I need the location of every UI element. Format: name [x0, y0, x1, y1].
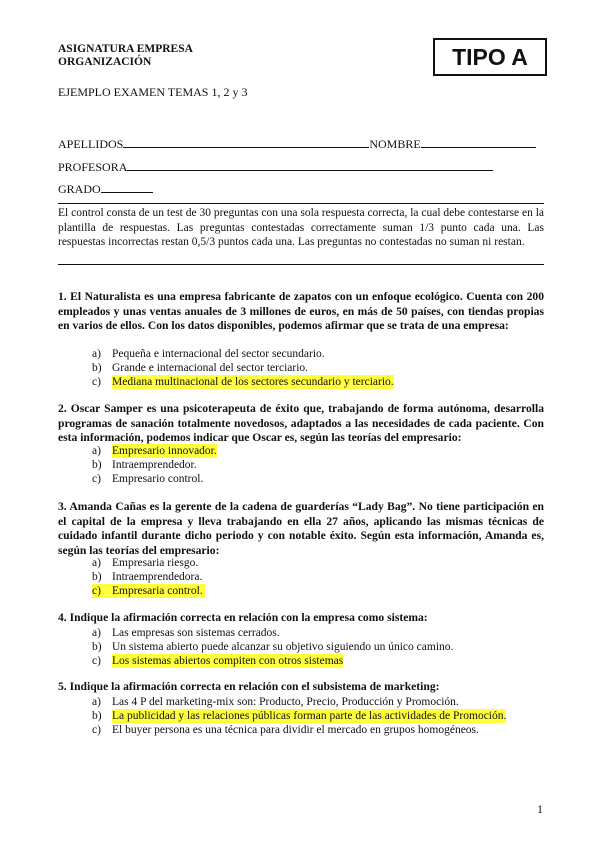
question-3-options [92, 556, 205, 598]
option-1a[interactable]: a) Pequeña e internacional del sector secundario. [92, 348, 325, 360]
surnames-name-row [58, 136, 536, 152]
question-5-options [92, 695, 506, 737]
option-5b[interactable]: b) La publicidad y las relaciones públicas forman parte de las actividades de Promoción. [92, 710, 507, 722]
subject-line-1: ASIGNATURA EMPRESA [58, 43, 193, 55]
correct-answer-highlight: Mediana multinacional de los sectores secundario y terciario. [112, 376, 394, 388]
option-3b[interactable]: b) Intraemprendedora. [92, 571, 203, 583]
exam-type-box: TIPO A [433, 38, 547, 76]
divider-bottom [58, 264, 544, 265]
correct-answer-highlight: Los sistemas abiertos compiten con otros sistemas [112, 655, 344, 667]
option-1c[interactable]: c) Mediana multinacional de los sectores secundario y terciario. [92, 376, 394, 388]
surnames-blank[interactable] [123, 136, 369, 148]
correct-answer-highlight: Empresaria control. [112, 585, 203, 597]
grade-row [58, 181, 153, 197]
question-5: 5. Indique la afirmación correcta en relación con el subsistema de marketing: [58, 680, 440, 693]
option-2a[interactable]: a) Empresario innovador. [92, 445, 217, 457]
name-blank[interactable] [421, 136, 536, 148]
option-5c[interactable]: c) El buyer persona es una técnica para dividir el mercado en grupos homogéneos. [92, 724, 479, 736]
question-2: 2. Oscar Samper es una psicoterapeuta de éxito que, trabajando de forma autónoma, desarrolla programas de sanación totalmente novedosos, adaptados a las necesidades de cada paciente. Con esta información, podemos indicar que Oscar es, según las teorías del empresario: [58, 402, 544, 444]
option-4a[interactable]: a) Las empresas son sistemas cerrados. [92, 627, 280, 639]
teacher-label: PROFESORA [58, 160, 128, 174]
option-3a[interactable]: a) Empresaria riesgo. [92, 557, 199, 569]
question-4-options [92, 626, 453, 668]
question-2-options [92, 444, 217, 486]
question-1: 1. El Naturalista es una empresa fabricante de zapatos con un enfoque ecológico. Cuenta con 200 empleados y unas ventas anuales de 3 millones de euros, en más de 50 países, con tiendas propias en varios de ellos. Con los datos disponibles, podemos afirmar que se trata de una empresa: [58, 290, 544, 332]
option-5a[interactable]: a) Las 4 P del marketing-mix son: Producto, Precio, Producción y Promoción. [92, 696, 459, 708]
instructions: El control consta de un test de 30 preguntas con una sola respuesta correcta, la cual debe contestarse en la plantilla de respuestas. Las preguntas contestadas correctamente suman 1/3 punto cada una. Las respuestas incorrectas restan 0,5/3 puntos cada una. Las preguntas no contestadas no suman ni restan. [58, 207, 545, 248]
subject-line-2: ORGANIZACIÓN [58, 56, 152, 68]
surnames-label: APELLIDOS [58, 137, 124, 151]
subject-heading [58, 43, 193, 69]
option-2b[interactable]: b) Intraemprendedor. [92, 459, 197, 471]
option-4b[interactable]: b) Un sistema abierto puede alcanzar su objetivo siguiendo un único camino. [92, 641, 454, 653]
option-2c[interactable]: c) Empresario control. [92, 473, 204, 485]
exam-title: EJEMPLO EXAMEN TEMAS 1, 2 y 3 [58, 85, 248, 99]
page-number: 1 [537, 802, 543, 816]
grade-label: GRADO [58, 182, 101, 196]
option-4c[interactable]: c) Los sistemas abiertos compiten con otros sistemas [92, 655, 344, 667]
divider-top [58, 203, 544, 204]
option-1b[interactable]: b) Grande e internacional del sector terciario. [92, 362, 309, 374]
correct-answer-highlight: Empresario innovador. [112, 445, 217, 457]
question-4: 4. Indique la afirmación correcta en relación con la empresa como sistema: [58, 611, 428, 624]
correct-answer-highlight: La publicidad y las relaciones públicas forman parte de las actividades de Promoción. [112, 710, 507, 722]
question-1-options [92, 347, 394, 389]
teacher-row [58, 159, 493, 175]
teacher-blank[interactable] [127, 159, 493, 171]
grade-blank[interactable] [101, 181, 153, 193]
question-3: 3. Amanda Cañas es la gerente de la cadena de guarderías “Lady Bag”. No tiene participación en el capital de la empresa y lleva trabajando en ella 27 años, aplicando las mismas técnicas de cuidado infantil durante dicho periodo y con notable éxito. Según esta información, Amanda es, según las teorías del empresario: [58, 500, 544, 557]
option-3c[interactable]: c) Empresaria control. [92, 585, 203, 597]
name-label: NOMBRE [369, 137, 421, 151]
